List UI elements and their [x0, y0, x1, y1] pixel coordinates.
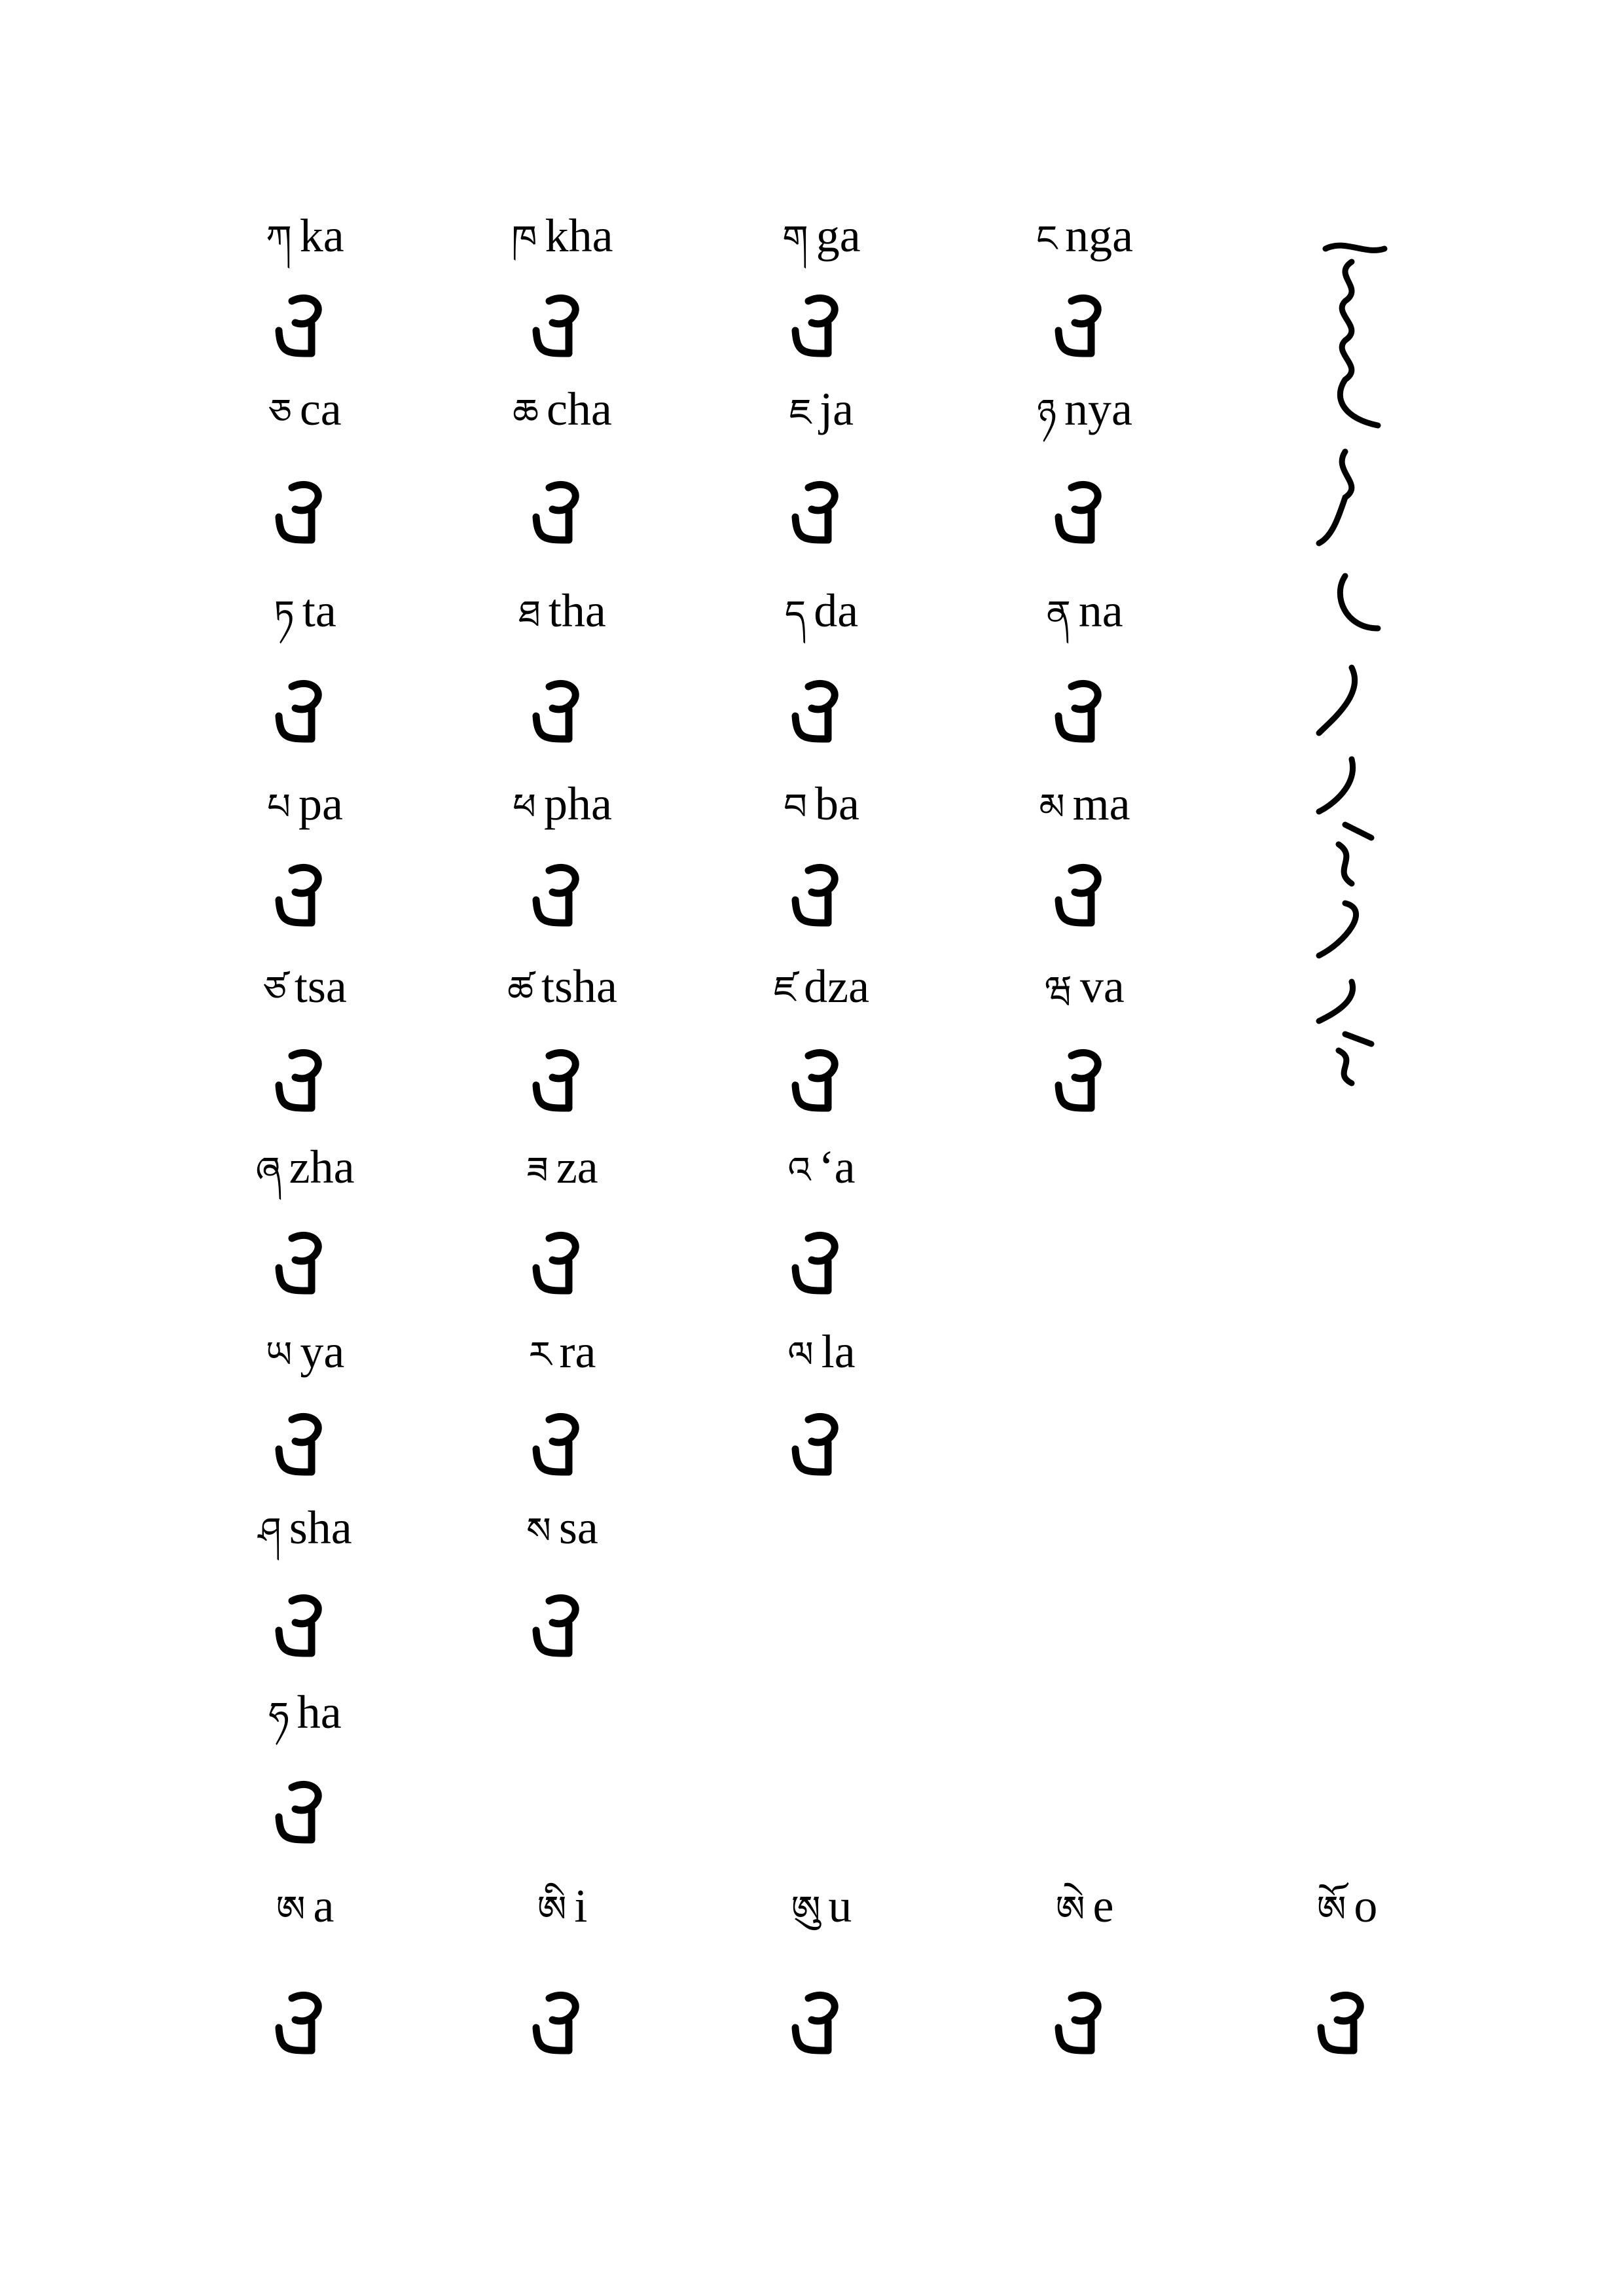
galik-glyph	[782, 670, 861, 749]
letter-label	[773, 960, 870, 1013]
galik-glyph	[266, 1585, 344, 1663]
tibetan-letter: མ	[1039, 786, 1065, 829]
letter-label	[1039, 778, 1130, 830]
transliteration: a	[313, 1880, 334, 1932]
transliteration: zha	[289, 1141, 355, 1193]
galik-glyph	[523, 1982, 602, 2060]
tibetan-letter: ཀ	[266, 218, 292, 260]
vertical-mongolian-title	[1306, 236, 1391, 1086]
letter-label	[537, 1880, 588, 1932]
transliteration: nya	[1064, 383, 1132, 435]
letter-label	[1316, 1880, 1378, 1932]
transliteration: va	[1079, 960, 1125, 1013]
transliteration: ka	[299, 209, 344, 262]
tibetan-letter: ཉ	[1037, 391, 1056, 434]
transliteration: pa	[298, 778, 343, 830]
letter-label	[787, 1325, 856, 1378]
tibetan-letter: ཕ	[513, 786, 536, 829]
letter-label	[1037, 383, 1132, 435]
tibetan-letter: ཞ	[255, 1149, 281, 1192]
letter-label	[268, 383, 342, 435]
transliteration: ‘a	[818, 1141, 856, 1193]
letter-label	[784, 584, 859, 637]
galik-glyph	[782, 1039, 861, 1118]
transliteration: za	[556, 1141, 598, 1193]
transliteration: ja	[820, 383, 854, 435]
galik-glyph	[266, 670, 344, 749]
letter-label	[518, 584, 606, 637]
letter-label	[1055, 1880, 1114, 1932]
transliteration: ya	[300, 1325, 345, 1378]
tibetan-letter: ཡ	[265, 1334, 293, 1376]
letter-label	[1036, 209, 1134, 262]
galik-glyph	[266, 1403, 344, 1482]
letter-label	[784, 778, 859, 830]
tibetan-letter: བ	[784, 786, 807, 829]
letter-label	[258, 1501, 352, 1554]
tibetan-letter: པ	[267, 786, 291, 829]
letter-label	[511, 209, 613, 262]
galik-glyph	[1308, 1982, 1386, 2060]
galik-glyph	[266, 285, 344, 363]
tibetan-letter: ཨི	[537, 1888, 567, 1931]
galik-glyph	[266, 471, 344, 550]
galik-glyph	[782, 285, 861, 363]
galik-glyph	[782, 854, 861, 933]
tibetan-letter: ཚ	[507, 969, 533, 1011]
galik-glyph	[523, 1585, 602, 1663]
letter-label	[274, 584, 336, 637]
tibetan-letter: ཅ	[268, 391, 292, 434]
tibetan-letter: ས	[526, 1510, 551, 1552]
transliteration: ra	[559, 1325, 596, 1378]
letter-label	[526, 1143, 598, 1191]
letter-label	[1045, 960, 1125, 1013]
galik-glyph	[266, 1982, 344, 2060]
galik-glyph	[523, 854, 602, 933]
tibetan-letter: ང	[1036, 218, 1058, 260]
tibetan-letter: ཨོ	[1316, 1888, 1346, 1931]
letter-label	[268, 1686, 342, 1738]
letter-label	[266, 209, 344, 262]
galik-glyph	[523, 1222, 602, 1300]
letter-label	[276, 1880, 334, 1932]
letter-label	[787, 1143, 855, 1191]
tibetan-letter: ཤ	[258, 1510, 281, 1552]
galik-glyph	[1045, 854, 1124, 933]
transliteration: ta	[302, 584, 336, 637]
galik-glyph	[1045, 670, 1124, 749]
galik-glyph	[1045, 285, 1124, 363]
galik-glyph	[266, 854, 344, 933]
transliteration: la	[821, 1325, 856, 1378]
transliteration: cha	[546, 383, 612, 435]
transliteration: sa	[558, 1501, 598, 1554]
tibetan-letter: ཇ	[789, 391, 812, 434]
galik-glyph	[266, 1222, 344, 1300]
galik-glyph	[782, 471, 861, 550]
letter-label	[782, 209, 861, 262]
galik-glyph	[1045, 1982, 1124, 2060]
galik-glyph	[782, 1982, 861, 2060]
transliteration: tsa	[294, 960, 347, 1013]
letter-label	[513, 383, 612, 435]
letter-label	[507, 960, 617, 1013]
transliteration: ca	[299, 383, 342, 435]
transliteration: i	[574, 1880, 588, 1932]
tibetan-letter: ཟ	[526, 1149, 549, 1192]
galik-glyph	[523, 471, 602, 550]
tibetan-letter: ཏ	[274, 593, 295, 636]
tibetan-letter: ཝ	[1045, 969, 1072, 1011]
galik-glyph	[1045, 471, 1124, 550]
letter-label	[789, 383, 854, 435]
transliteration: sha	[289, 1501, 352, 1554]
transliteration: da	[814, 584, 859, 637]
letter-label	[1046, 584, 1123, 637]
transliteration: tsha	[541, 960, 617, 1013]
galik-glyph	[266, 1771, 344, 1850]
tibetan-letter: ཐ	[518, 593, 541, 636]
galik-glyph	[523, 285, 602, 363]
tibetan-letter: ཨ	[276, 1888, 306, 1931]
letter-label	[513, 778, 612, 830]
tibetan-letter: ན	[1046, 593, 1071, 636]
tibetan-letter: ལ	[787, 1334, 814, 1376]
tibetan-letter: ཆ	[513, 391, 539, 434]
tibetan-letter: ཨུ	[791, 1888, 821, 1931]
tibetan-letter: ཛ	[773, 969, 797, 1011]
transliteration: o	[1354, 1880, 1378, 1932]
tibetan-letter: འ	[787, 1149, 811, 1192]
transliteration: na	[1078, 584, 1123, 637]
transliteration: ha	[297, 1686, 342, 1738]
tibetan-letter: ཙ	[263, 969, 287, 1011]
tibetan-letter: ད	[784, 593, 806, 636]
tibetan-letter: ཨེ	[1055, 1888, 1085, 1931]
transliteration: e	[1092, 1880, 1114, 1932]
galik-glyph	[1045, 1039, 1124, 1118]
galik-glyph	[523, 670, 602, 749]
letter-label	[791, 1880, 852, 1932]
transliteration: ma	[1072, 778, 1130, 830]
transliteration: tha	[548, 584, 606, 637]
transliteration: u	[828, 1880, 852, 1932]
letter-label	[528, 1325, 596, 1378]
galik-glyph	[782, 1403, 861, 1482]
letter-label	[267, 778, 343, 830]
galik-glyph	[266, 1039, 344, 1118]
transliteration: kha	[545, 209, 613, 262]
transliteration: dza	[804, 960, 870, 1013]
tibetan-letter: ཧ	[268, 1695, 289, 1737]
transliteration: nga	[1065, 209, 1134, 262]
galik-glyph	[523, 1039, 602, 1118]
transliteration: ba	[814, 778, 859, 830]
letter-label	[526, 1501, 598, 1554]
tibetan-letter: ཁ	[511, 218, 537, 260]
galik-glyph	[523, 1403, 602, 1482]
tibetan-letter: ག	[782, 218, 808, 260]
galik-glyph	[782, 1222, 861, 1300]
letter-label	[263, 960, 347, 1013]
transliteration: ga	[816, 209, 861, 262]
letter-label	[255, 1143, 354, 1191]
letter-label	[265, 1325, 345, 1378]
tibetan-letter: ར	[528, 1334, 552, 1376]
transliteration: pha	[543, 778, 612, 830]
